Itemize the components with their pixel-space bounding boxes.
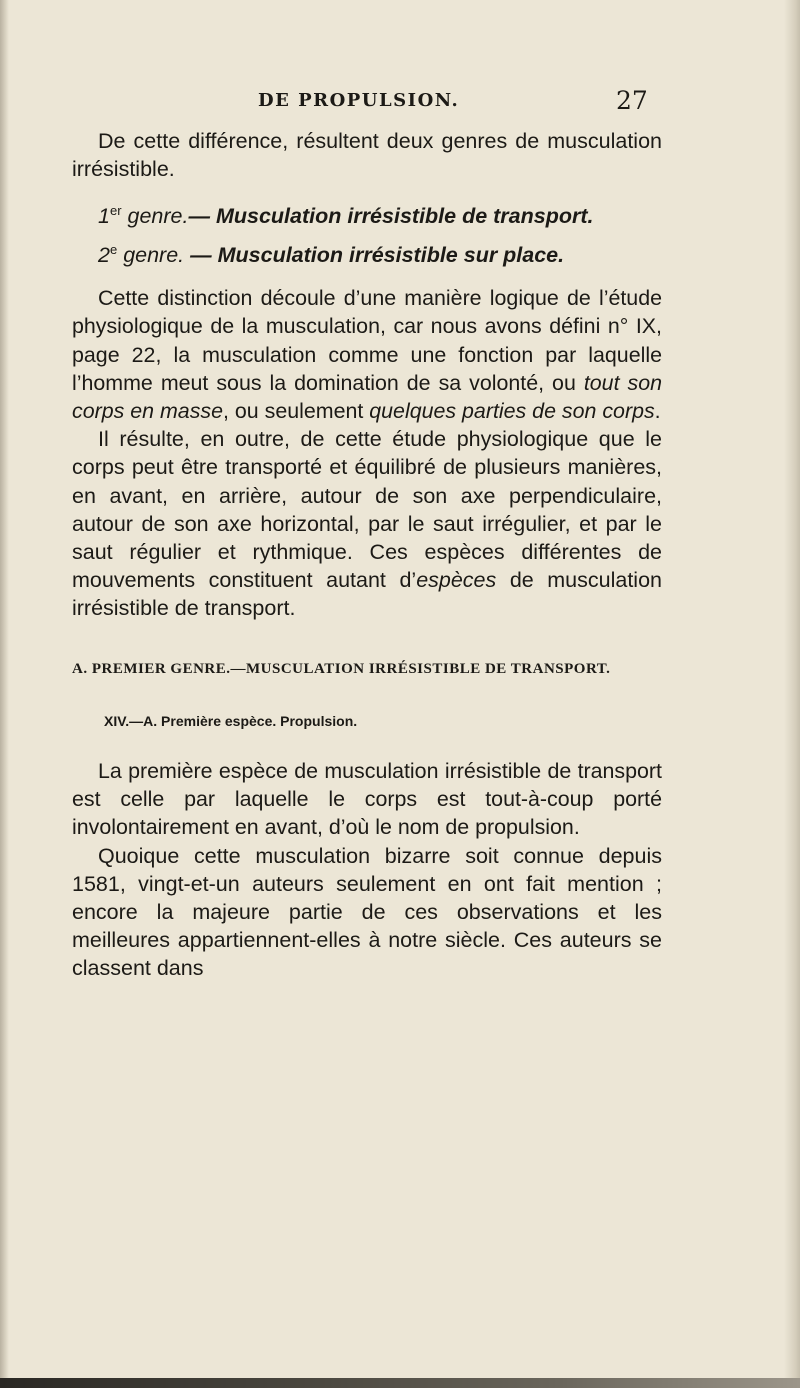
- genre-2-label: genre.: [123, 242, 185, 267]
- paragraph-result: [72, 425, 662, 622]
- paragraph-intro: De cette différence, résultent deux genres de musculation irrésistible.: [72, 129, 662, 182]
- paragraph-distinction-emphasis-2: quelques parties de son corps: [369, 398, 655, 423]
- page-header: [0, 86, 800, 116]
- paragraph-distinction-text-3: .: [654, 398, 661, 423]
- page-left-edge: [0, 0, 9, 1388]
- page-right-edge: [784, 0, 800, 1388]
- paragraph-distinction-emphasis-1: tout son corps en masse: [72, 370, 662, 423]
- paragraph-result-text-2: de musculation irrésistible de transport.: [72, 568, 662, 621]
- paragraph-authors: Quoique cette musculation bizarre soit connue depuis 1581, vingt-et-un auteurs seulement en ont fait mention ; encore la majeure partie de ces observations et les meilleures appartiennent-elles à notre siècle. Ces auteurs se classent dans: [72, 843, 662, 981]
- page-number: 27: [616, 86, 648, 115]
- paragraph-distinction-text-1: Cette distinction découle d’une manière logique de l’étude physiologique de la musculation, car nous avons défini n° IX, page 22, la musculation comme une fonction par laquelle l’homme meut sous la domination de sa volonté, ou: [72, 286, 662, 395]
- page-bottom-edge: [0, 1378, 800, 1388]
- genre-2-line: 2e genre. — Musculation irrésistible sur place.: [98, 241, 565, 267]
- paragraph-result-emphasis: espèces: [416, 568, 497, 593]
- subsection-title: XIV.—A. Première espèce. Propulsion.: [104, 712, 358, 729]
- genre-2-title: — Musculation irrésistible sur place.: [190, 242, 565, 267]
- body-text: [72, 127, 662, 983]
- paragraph-distinction-text-2: , ou seulement: [223, 398, 370, 423]
- section-title: A. PREMIER GENRE.—MUSCULATION IRRÉSISTIBLE DE TRANSPORT.: [72, 660, 611, 677]
- paragraph-result-text-1: Il résulte, en outre, de cette étude physiologique que le corps peut être transporté et équilibré de plusieurs manières, en avant, en arrière, autour de son axe perpendiculaire, autour de son axe horizontal, par le saut irrégulier, et par le saut régulier et rythmique. Ces espèces différentes de mouvements constituent autant d’: [72, 427, 662, 593]
- genre-1-line: 1er genre.— Musculation irrésistible de transport.: [98, 203, 594, 229]
- genre-1-title: — Musculation irrésistible de transport.: [188, 204, 594, 229]
- genre-1-label: genre.: [127, 204, 189, 229]
- paragraph-propulsion: La première espèce de musculation irrésistible de transport est celle par laquelle le corps est tout-à-coup porté involontairement en avant, d’où le nom de propulsion.: [72, 758, 662, 840]
- paragraph-distinction: [72, 284, 662, 425]
- running-head: DE PROPULSION.: [258, 90, 460, 111]
